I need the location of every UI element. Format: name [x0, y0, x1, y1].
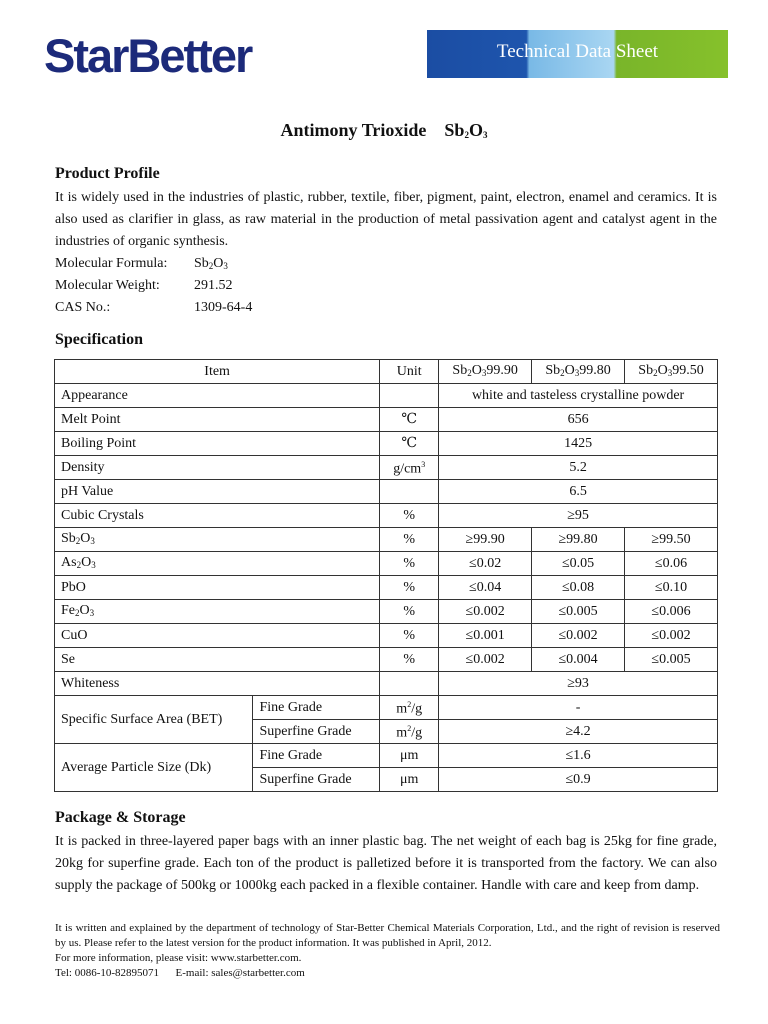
- grade-name: Fine Grade: [253, 696, 380, 720]
- value-cell: ≤0.005: [532, 600, 625, 624]
- value-cell: ≤0.004: [532, 648, 625, 672]
- item-name: pH Value: [55, 480, 380, 504]
- value-cell: ≥4.2: [439, 720, 718, 744]
- item-name: $As_2O_3$: [55, 552, 380, 576]
- table-row: [55, 744, 718, 768]
- item-name: Specific Surface Area (BET): [55, 696, 253, 744]
- table-row: [55, 432, 718, 456]
- document-type-banner: [427, 30, 728, 78]
- specification-heading: Specification: [55, 331, 143, 348]
- footer-note: It is written and explained by the department of technology of Star-Better Chemical Materials Corporation, Ltd., and the right of revision is reserved by us. Please refer to the latest version for the product information. It was published in April, 2012.: [55, 922, 720, 949]
- unit-cell: μm: [380, 768, 439, 792]
- value-cell: 6.5: [439, 480, 718, 504]
- item-name: Density: [55, 456, 380, 480]
- unit-cell: %: [380, 552, 439, 576]
- unit-cell: %: [380, 576, 439, 600]
- kv-key: Molecular Weight:: [55, 278, 160, 293]
- product-formula: $Sb_2O_3$: [444, 120, 488, 140]
- item-name: PbO: [55, 576, 380, 600]
- molecular-weight-row: [55, 275, 233, 297]
- value-cell: ≤0.08: [532, 576, 625, 600]
- table-header-row: [55, 360, 718, 384]
- table-row: [55, 552, 718, 576]
- value-cell: ≥99.80: [532, 528, 625, 552]
- value-cell: ≤0.10: [625, 576, 718, 600]
- table-row: [55, 408, 718, 432]
- unit-cell: $g/cm^3$: [380, 456, 439, 480]
- item-name: Whiteness: [55, 672, 380, 696]
- unit-cell: %: [380, 528, 439, 552]
- kv-value: 291.52: [194, 278, 233, 293]
- unit-cell: $m^2/g$: [380, 720, 439, 744]
- item-name: CuO: [55, 624, 380, 648]
- value-cell: ≤0.002: [625, 624, 718, 648]
- table-row: [55, 648, 718, 672]
- value-cell: ≤0.02: [439, 552, 532, 576]
- footer-email: E-mail: sales@starbetter.com: [175, 967, 305, 979]
- header-grade-9990: $Sb_2O_399.90$: [439, 360, 532, 384]
- value-cell: ≤0.002: [439, 648, 532, 672]
- item-name: $Fe_2O_3$: [55, 600, 380, 624]
- package-heading: Package & Storage: [55, 809, 186, 826]
- footer-tel: Tel: 0086-10-82895071: [55, 967, 160, 979]
- cas-number-row: [55, 297, 252, 319]
- item-name: Melt Point: [55, 408, 380, 432]
- table-row: [55, 576, 718, 600]
- molecular-formula-row: [55, 253, 228, 277]
- kv-key: CAS No.:: [55, 300, 111, 315]
- kv-value: 1309-64-4: [194, 300, 253, 315]
- value-cell: 1425: [439, 432, 718, 456]
- item-name: Boiling Point: [55, 432, 380, 456]
- value-cell: 5.2: [439, 456, 718, 480]
- unit-cell: %: [380, 648, 439, 672]
- unit-cell: $m^2/g$: [380, 696, 439, 720]
- unit-cell: ℃: [380, 432, 439, 456]
- value-cell: ≤0.06: [625, 552, 718, 576]
- profile-heading: Product Profile: [55, 165, 160, 182]
- header-grade-9980: $Sb_2O_399.80$: [532, 360, 625, 384]
- value-cell: ≤0.04: [439, 576, 532, 600]
- value-cell: ≤0.002: [439, 600, 532, 624]
- banner-text: Technical Data Sheet: [496, 41, 659, 62]
- value-cell: ≤0.001: [439, 624, 532, 648]
- table-row: [55, 384, 718, 408]
- value-cell: 656: [439, 408, 718, 432]
- value-cell: ≥93: [439, 672, 718, 696]
- unit-cell: %: [380, 624, 439, 648]
- value-cell: ≤0.002: [532, 624, 625, 648]
- kv-value: $Sb_2O_3$: [194, 256, 228, 271]
- value-cell: ≤0.05: [532, 552, 625, 576]
- value-cell: ≥99.90: [439, 528, 532, 552]
- product-name: Antimony Trioxide: [280, 120, 427, 140]
- unit-cell: %: [380, 600, 439, 624]
- item-name: Appearance: [55, 384, 380, 408]
- unit-cell: [380, 672, 439, 696]
- value-cell: ≥99.50: [625, 528, 718, 552]
- table-row: [55, 672, 718, 696]
- item-name: Average Particle Size (Dk): [55, 744, 253, 792]
- table-row: [55, 696, 718, 720]
- unit-cell: [380, 480, 439, 504]
- unit-cell: %: [380, 504, 439, 528]
- kv-key: Molecular Formula:: [55, 256, 168, 271]
- document-title: [0, 120, 768, 141]
- item-name: $Sb_2O_3$: [55, 528, 380, 552]
- unit-cell: μm: [380, 744, 439, 768]
- footer-website: For more information, please visit: www.starbetter.com.: [55, 952, 302, 964]
- header-unit: Unit: [380, 360, 439, 384]
- table-row: [55, 624, 718, 648]
- value-cell: ≤1.6: [439, 744, 718, 768]
- company-logo: StarBetter: [44, 29, 252, 82]
- value-cell: white and tasteless crystalline powder: [439, 384, 718, 408]
- table-row: [55, 600, 718, 624]
- item-name: Se: [55, 648, 380, 672]
- unit-cell: ℃: [380, 408, 439, 432]
- footer-contact: [55, 966, 720, 981]
- value-cell: ≤0.005: [625, 648, 718, 672]
- profile-text: It is widely used in the industries of plastic, rubber, textile, fiber, pigment, paint, electron, enamel and ceramics. It is also used as clarifier in glass, as raw material in the production of metal passivation agent and catalyst agent in the industries of organic synthesis.: [55, 190, 717, 249]
- value-cell: ≤0.006: [625, 600, 718, 624]
- table-row: [55, 456, 718, 480]
- grade-name: Fine Grade: [253, 744, 380, 768]
- grade-name: Superfine Grade: [253, 720, 380, 744]
- item-name: Cubic Crystals: [55, 504, 380, 528]
- value-cell: ≤0.9: [439, 768, 718, 792]
- table-row: [55, 504, 718, 528]
- header-item: Item: [55, 360, 380, 384]
- header-grade-9950: $Sb_2O_399.50$: [625, 360, 718, 384]
- specification-table: [54, 359, 718, 792]
- grade-name: Superfine Grade: [253, 768, 380, 792]
- value-cell: ≥95: [439, 504, 718, 528]
- value-cell: -: [439, 696, 718, 720]
- table-row: [55, 480, 718, 504]
- package-text: It is packed in three-layered paper bags with an inner plastic bag. The net weight of each bag is 25kg for fine grade, 20kg for superfine grade. Each ton of the product is palletized before it is transported from the factory. We can also supply the package of 500kg or 1000kg each packed in a flexible container. Handle with care and keep from damp.: [55, 834, 717, 893]
- table-row: [55, 528, 718, 552]
- unit-cell: [380, 384, 439, 408]
